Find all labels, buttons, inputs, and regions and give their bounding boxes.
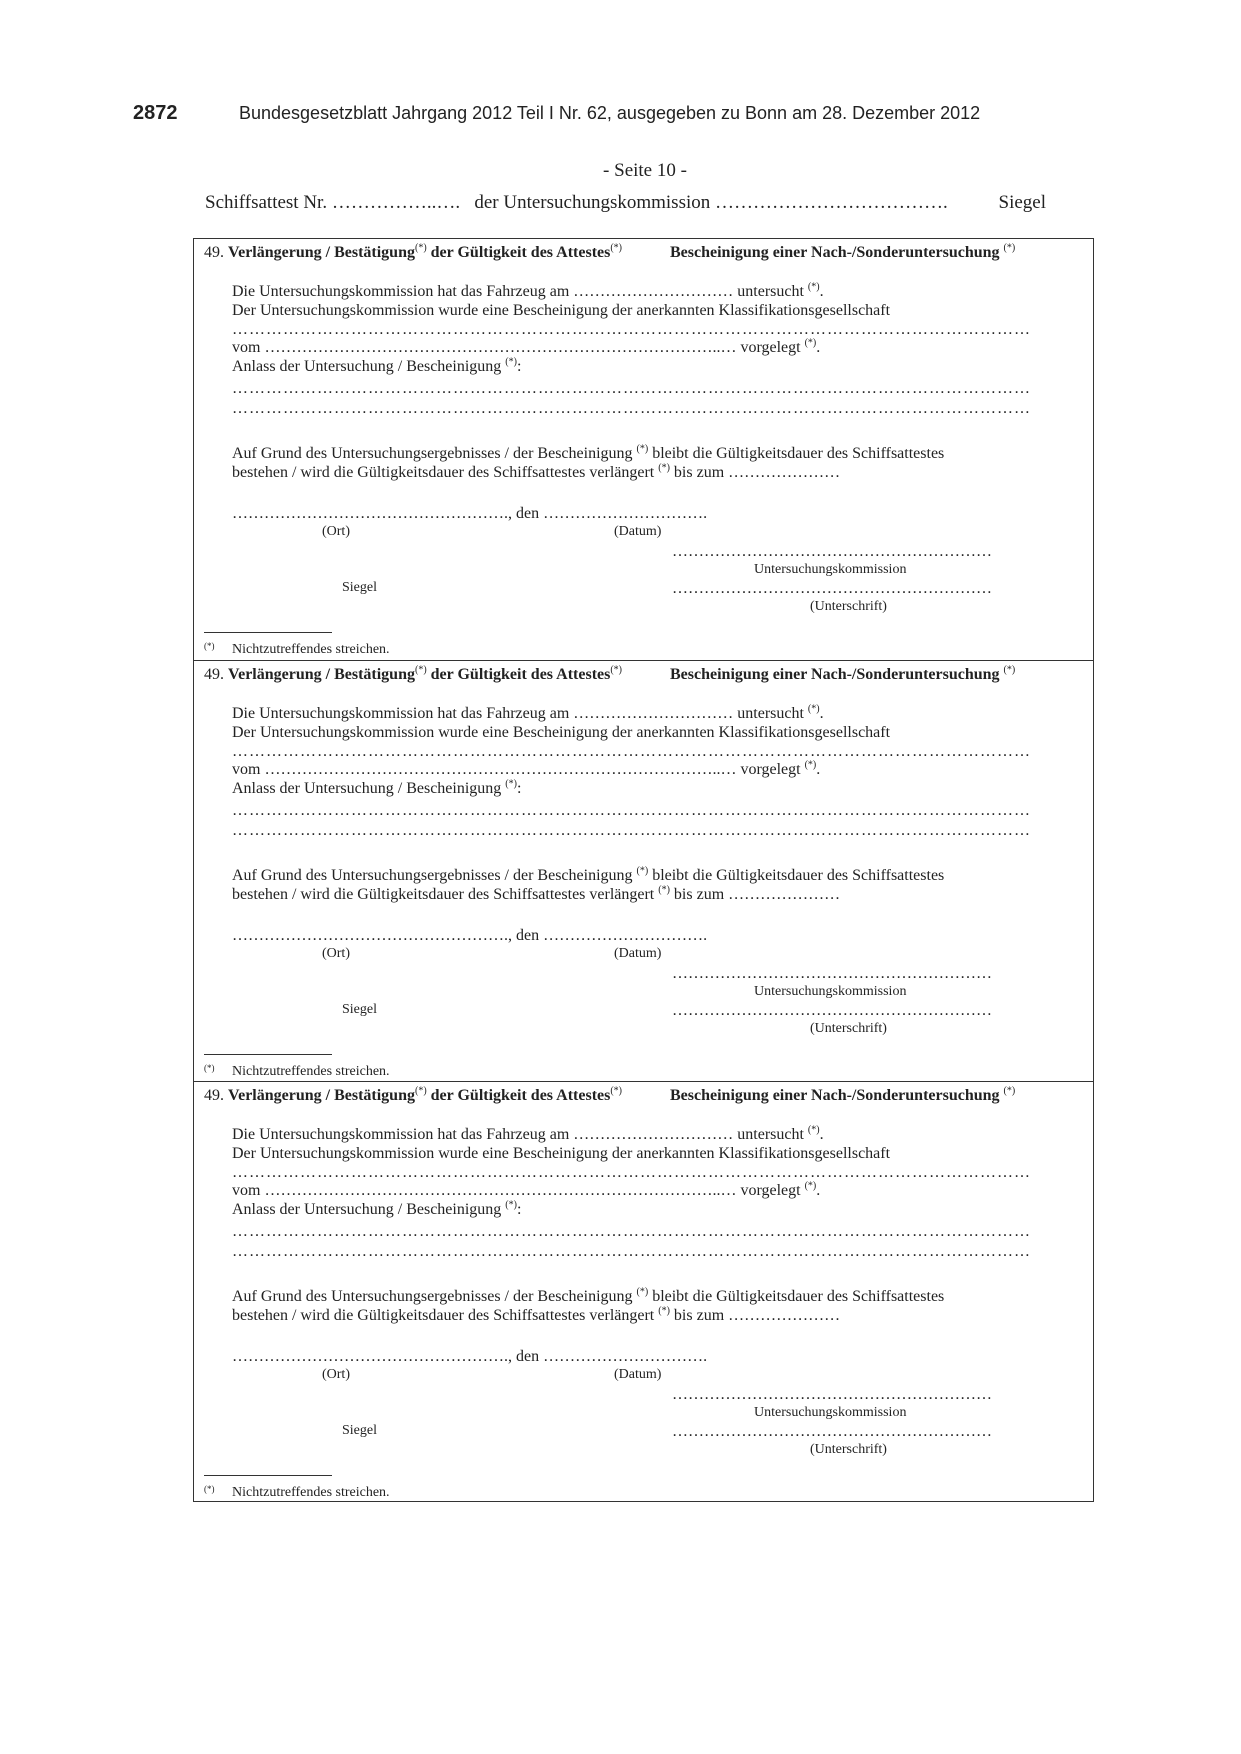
line-anlass: Anlass der Untersuchung / Bescheinigung (*):	[232, 356, 522, 375]
line-vorgelegt: vom …………………………………………………………………………..… vorgelegt (*).	[232, 759, 821, 778]
dotted-line: ……………………………………………………………………………………………………………………………	[232, 1223, 1031, 1240]
line-ort-datum: ……………………………………………., den ………………………….	[232, 927, 708, 944]
label-datum: (Datum)	[614, 1367, 662, 1382]
page-number: 2872	[133, 102, 178, 124]
label-datum: (Datum)	[614, 524, 662, 539]
renewal-section	[194, 660, 1093, 1082]
dotted-line: ……………………………………………………………………………………………………………………………	[232, 380, 1031, 397]
line-untersucht: Die Untersuchungskommission hat das Fahrzeug am ………………………… untersucht (*).	[232, 703, 824, 722]
page-header	[133, 102, 981, 125]
dotted-line: ……………………………………………………………………………………………………………………………	[232, 400, 1031, 417]
renewal-section	[194, 239, 1093, 660]
page-label: - Seite 10 -	[603, 160, 687, 181]
footnote-marker: (*)	[204, 641, 215, 651]
dotted-line: ……………………………………………………………………………………………………………………………	[232, 802, 1031, 819]
footnote-rule	[204, 632, 332, 633]
footnote-marker: (*)	[204, 1063, 215, 1073]
label-datum: (Datum)	[614, 946, 662, 961]
line-vorgelegt: vom …………………………………………………………………………..… vorgelegt (*).	[232, 1180, 821, 1199]
dotted-line: ……………………………………………………………………………………………………………………………	[232, 1164, 1031, 1181]
line-verlaengert: bestehen / wird die Gültigkeitsdauer des Schiffsattestes verlängert (*) bis zum …………………	[232, 884, 841, 903]
footnote-text: Nichtzutreffendes streichen.	[232, 642, 390, 657]
footnote-rule	[204, 1054, 332, 1055]
signature-line-kommission: ……………………………………………………	[672, 1386, 992, 1403]
label-unterschrift: (Unterschrift)	[810, 1442, 887, 1457]
signature-line-unterschrift: ……………………………………………………	[672, 1002, 992, 1019]
label-kommission: Untersuchungskommission	[754, 1405, 907, 1420]
section-heading-right: Bescheinigung einer Nach-/Sonderuntersuchung (*)	[670, 242, 1016, 261]
footnote-marker: (*)	[204, 1484, 215, 1494]
label-kommission: Untersuchungskommission	[754, 562, 907, 577]
line-verlaengert: bestehen / wird die Gültigkeitsdauer des Schiffsattestes verlängert (*) bis zum …………………	[232, 1305, 841, 1324]
line-auf-grund: Auf Grund des Untersuchungsergebnisses / der Bescheinigung (*) bleibt die Gültigkeitsdauer des Schiffsattestes	[232, 443, 945, 462]
renewal-section	[194, 1081, 1093, 1503]
label-ort: (Ort)	[322, 946, 350, 961]
form-frame	[193, 238, 1094, 1502]
label-unterschrift: (Unterschrift)	[810, 599, 887, 614]
section-heading: 49. Verlängerung / Bestätigung(*) der Gültigkeit des Attestes(*)	[204, 242, 623, 261]
dotted-line: ……………………………………………………………………………………………………………………………	[232, 743, 1031, 760]
line-auf-grund: Auf Grund des Untersuchungsergebnisses / der Bescheinigung (*) bleibt die Gültigkeitsdauer des Schiffsattestes	[232, 1286, 945, 1305]
attest-line	[205, 192, 1046, 214]
publication-title: Bundesgesetzblatt Jahrgang 2012 Teil I Nr. 62, ausgegeben zu Bonn am 28. Dezember 2012	[239, 103, 981, 123]
signature-line-unterschrift: ……………………………………………………	[672, 580, 992, 597]
label-siegel: Siegel	[342, 580, 377, 595]
label-ort: (Ort)	[322, 524, 350, 539]
line-vorgelegt: vom …………………………………………………………………………..… vorgelegt (*).	[232, 337, 821, 356]
signature-line-unterschrift: ……………………………………………………	[672, 1423, 992, 1440]
footnote-text: Nichtzutreffendes streichen.	[232, 1485, 390, 1500]
line-ort-datum: ……………………………………………., den ………………………….	[232, 505, 708, 522]
label-siegel: Siegel	[342, 1002, 377, 1017]
line-bescheinigung: Der Untersuchungskommission wurde eine Bescheinigung der anerkannten Klassifikationsgesellschaft	[232, 1145, 891, 1162]
section-heading-right: Bescheinigung einer Nach-/Sonderuntersuchung (*)	[670, 1085, 1016, 1104]
section-heading: 49. Verlängerung / Bestätigung(*) der Gültigkeit des Attestes(*)	[204, 1085, 623, 1104]
line-untersucht: Die Untersuchungskommission hat das Fahrzeug am ………………………… untersucht (*).	[232, 281, 824, 300]
footnote-rule	[204, 1475, 332, 1476]
dotted-line: ……………………………………………………………………………………………………………………………	[232, 822, 1031, 839]
line-anlass: Anlass der Untersuchung / Bescheinigung (*):	[232, 778, 522, 797]
attest-siegel: Siegel	[998, 192, 1046, 213]
signature-line-kommission: ……………………………………………………	[672, 965, 992, 982]
line-auf-grund: Auf Grund des Untersuchungsergebnisses / der Bescheinigung (*) bleibt die Gültigkeitsdauer des Schiffsattestes	[232, 865, 945, 884]
label-unterschrift: (Unterschrift)	[810, 1021, 887, 1036]
line-bescheinigung: Der Untersuchungskommission wurde eine Bescheinigung der anerkannten Klassifikationsgesellschaft	[232, 724, 891, 741]
line-ort-datum: ……………………………………………., den ………………………….	[232, 1348, 708, 1365]
line-untersucht: Die Untersuchungskommission hat das Fahrzeug am ………………………… untersucht (*).	[232, 1124, 824, 1143]
section-heading: 49. Verlängerung / Bestätigung(*) der Gültigkeit des Attestes(*)	[204, 664, 623, 683]
attest-kommission: der Untersuchungskommission ……………………………….	[474, 192, 948, 213]
dotted-line: ……………………………………………………………………………………………………………………………	[232, 1243, 1031, 1260]
label-ort: (Ort)	[322, 1367, 350, 1382]
line-bescheinigung: Der Untersuchungskommission wurde eine Bescheinigung der anerkannten Klassifikationsgesellschaft	[232, 302, 891, 319]
line-anlass: Anlass der Untersuchung / Bescheinigung (*):	[232, 1199, 522, 1218]
signature-line-kommission: ……………………………………………………	[672, 543, 992, 560]
dotted-line: ……………………………………………………………………………………………………………………………	[232, 321, 1031, 338]
footnote-text: Nichtzutreffendes streichen.	[232, 1064, 390, 1079]
section-heading-right: Bescheinigung einer Nach-/Sonderuntersuchung (*)	[670, 664, 1016, 683]
label-siegel: Siegel	[342, 1423, 377, 1438]
label-kommission: Untersuchungskommission	[754, 984, 907, 999]
line-verlaengert: bestehen / wird die Gültigkeitsdauer des Schiffsattestes verlängert (*) bis zum …………………	[232, 462, 841, 481]
attest-number: Schiffsattest Nr. ……………..….	[205, 192, 461, 213]
